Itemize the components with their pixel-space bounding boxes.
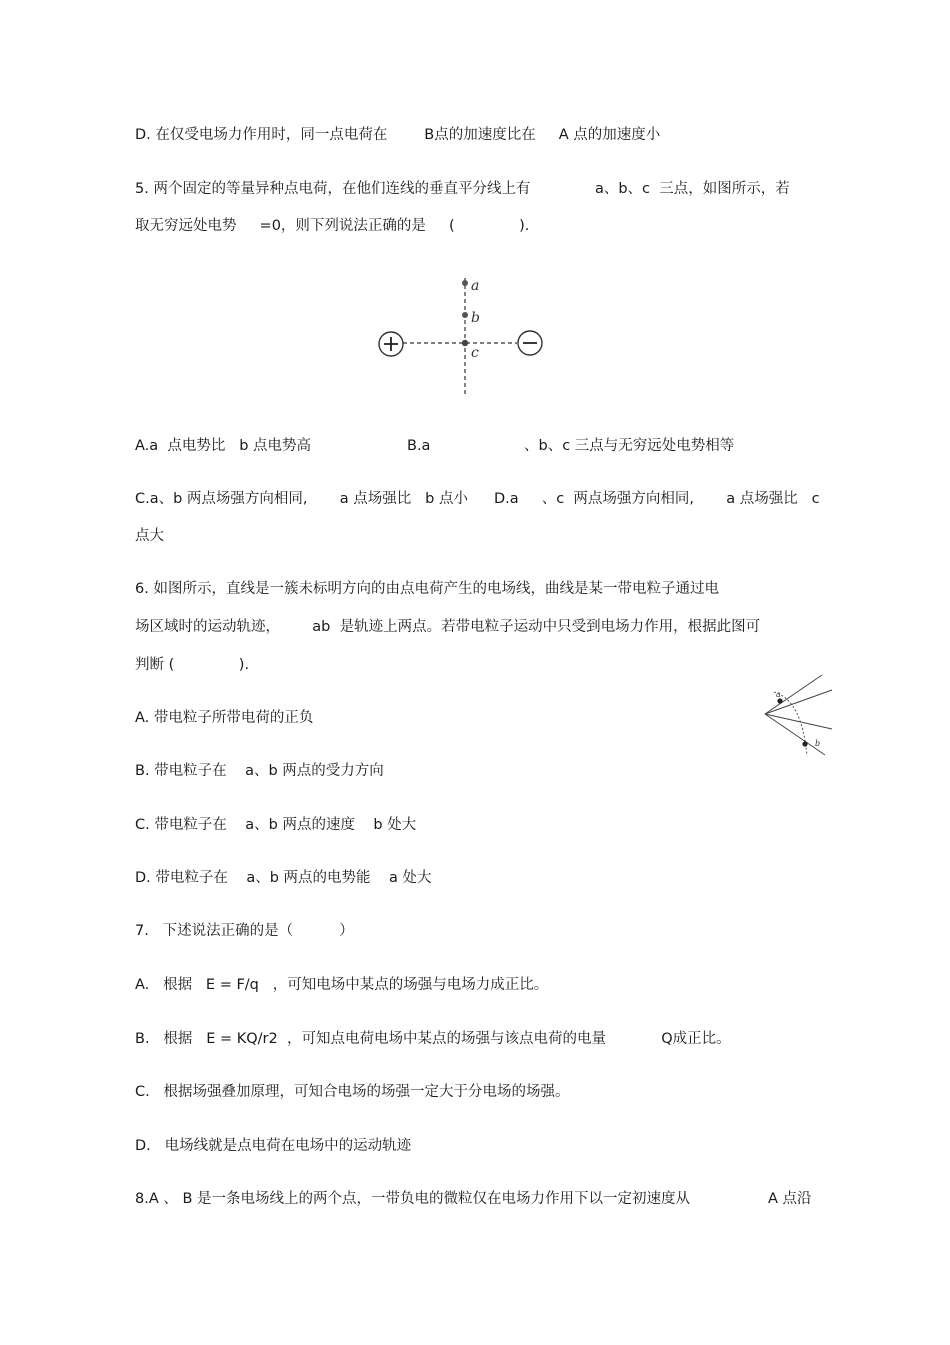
q7-stem: 7. 下述说法正确的是（ ） [135,923,354,939]
q4-option-d: D. 在仅受电场力作用时，同一点电荷在 B点的加速度比在 A 点的加速度小 [135,127,661,143]
q5-stem-line1: 5. 两个固定的等量异种点电荷，在他们连线的垂直平分线上有 a、b、c 三点，如图所示，若 [135,181,790,197]
q5-option-c: C.a、b 两点场强方向相同, a 点场强比 b 点小 [135,491,468,507]
q5-option-a: A.a 点电势比 b 点电势高 [135,438,312,454]
q6-label-a: a [776,690,781,699]
q7-option-d: D. 电场线就是点电荷在电场中的运动轨迹 [135,1138,412,1154]
q6-figure [758,670,838,762]
q5-option-b: B.a [407,438,431,454]
q8-stem-line1-end: A 点沿 [768,1191,812,1207]
q6-label-b: b [815,739,821,748]
q6-field-line [765,714,832,729]
q5-stem-line2: 取无穷远处电势 =0，则下列说法正确的是 ( ). [135,218,530,234]
q6-stem-line1: 6. 如图所示，直线是一簇未标明方向的由点电荷产生的电场线，曲线是某一带电粒子通过电 [135,581,719,597]
q5-label-c: c [471,345,479,361]
q5-option-d-cont: 点大 [135,528,164,544]
q6-stem-line2: 场区域时的运动轨迹， ab 是轨迹上两点。若带电粒子运动中只受到电场力作用，根据此图可 [135,619,761,635]
q6-option-a: A. 带电粒子所带电荷的正负 [135,710,314,726]
q5-option-b-cont: 、b、c 三点与无穷远处电势相等 [524,438,735,454]
q6-option-c: C. 带电粒子在 a、b 两点的速度 b 处大 [135,817,417,833]
q5-option-d: D.a 、c 两点场强方向相同, a 点场强比 c [494,491,820,507]
q8-stem-line1: 8.A 、 B 是一条电场线上的两个点，一带负电的微粒仅在电场力作用下以一定初速度从 [135,1191,691,1207]
q6-point-b [802,741,807,746]
q6-option-b: B. 带电粒子在 a、b 两点的受力方向 [135,763,384,779]
q6-point-a [777,698,782,703]
q6-option-d: D. 带电粒子在 a、b 两点的电势能 a 处大 [135,870,432,886]
q5-label-b: b [471,310,480,326]
q7-option-a: A. 根据 E = F/q ，可知电场中某点的场强与电场力成正比。 [135,977,549,993]
q5-point-a [462,280,468,286]
q5-point-c [462,340,468,346]
q6-field-line [765,714,825,755]
q6-stem-line3: 判断 ( ). [135,657,250,673]
q5-point-b [462,312,468,318]
q6-field-line [765,675,822,714]
q5-figure [370,270,560,402]
q7-option-b: B. 根据 E = KQ/r2 ，可知点电荷电场中某点的场强与该点电荷的电量 Q成正比。 [135,1031,731,1047]
q7-option-c: C. 根据场强叠加原理，可知合电场的场强一定大于分电场的场强。 [135,1084,570,1100]
q5-label-a: a [471,278,480,294]
